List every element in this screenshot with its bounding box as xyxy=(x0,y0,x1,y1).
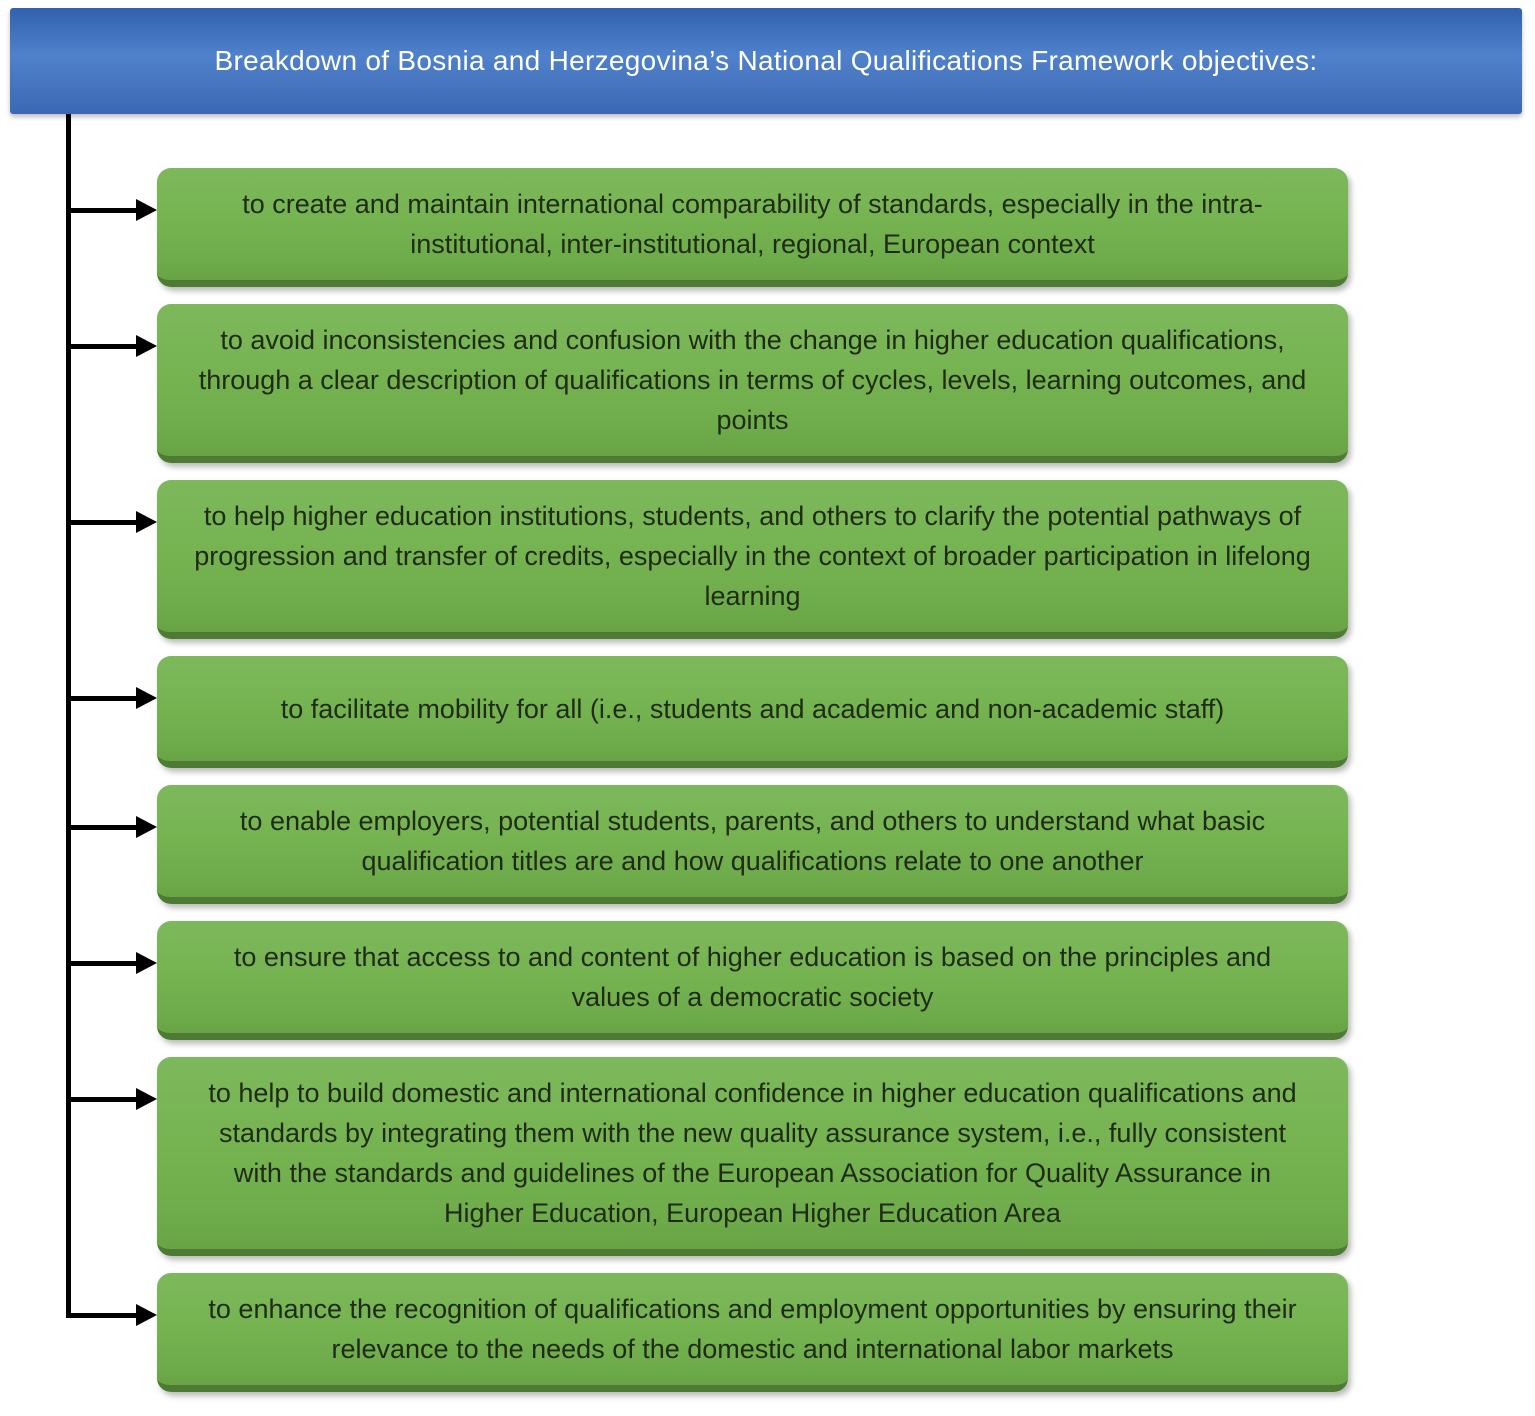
arrow-right-icon xyxy=(136,511,157,533)
objective-text: to ensure that access to and content of higher education is based on the principles and values of a democratic society xyxy=(233,942,1272,1012)
connector-branch xyxy=(66,208,137,213)
arrow-right-icon xyxy=(136,335,157,357)
objective-box xyxy=(157,785,1348,904)
connector-vertical-line xyxy=(66,114,71,1318)
objective-row xyxy=(157,656,1348,768)
objective-box xyxy=(157,921,1348,1040)
arrow-right-icon xyxy=(136,816,157,838)
objective-box xyxy=(157,480,1348,639)
connector-branch xyxy=(66,696,137,701)
arrow-right-icon xyxy=(136,952,157,974)
connector-branch xyxy=(66,1097,137,1102)
objective-text: to enable employers, potential students, parents, and others to understand what basic qualification titles are and how qualifications relate to one another xyxy=(239,806,1266,876)
objective-box xyxy=(157,1273,1348,1392)
objective-text: to help higher education institutions, students, and others to clarify the potential pathways of progression and transfer of credits, especially in the context of broader participation in lifelong learning xyxy=(194,501,1311,611)
objective-text: to create and maintain international comparability of standards, especially in the intra-institutional, inter-institutional, regional, European context xyxy=(242,189,1263,259)
arrow-right-icon xyxy=(136,687,157,709)
objective-box xyxy=(157,1057,1348,1256)
objective-box xyxy=(157,168,1348,287)
connector-branch xyxy=(66,825,137,830)
objective-row xyxy=(157,1273,1348,1392)
objective-text: to avoid inconsistencies and confusion with the change in higher education qualifications, through a clear description of qualifications in terms of cycles, levels, learning outcomes, and points xyxy=(198,325,1307,435)
connector-branch xyxy=(66,344,137,349)
objective-row xyxy=(157,921,1348,1040)
connector-branch xyxy=(66,961,137,966)
objective-row xyxy=(157,304,1348,463)
objectives-list xyxy=(157,168,1348,1392)
objective-row xyxy=(157,785,1348,904)
objective-row xyxy=(157,1057,1348,1256)
arrow-right-icon xyxy=(136,199,157,221)
connector-branch xyxy=(66,520,137,525)
arrow-right-icon xyxy=(136,1304,157,1326)
objective-text: to help to build domestic and international confidence in higher education qualifications and standards by integrating them with the new quality assurance system, i.e., fully consistent with the standards and guidelines of the European Association for Quality Assurance in Higher Education, European Higher Education Area xyxy=(208,1078,1297,1228)
objective-row xyxy=(157,480,1348,639)
objective-text: to enhance the recognition of qualifications and employment opportunities by ensuring their relevance to the needs of the domestic and international labor markets xyxy=(208,1294,1297,1364)
diagram-title: Breakdown of Bosnia and Herzegovina’s National Qualifications Framework objectives: xyxy=(10,8,1522,114)
connector-branch xyxy=(66,1313,137,1318)
objective-box xyxy=(157,656,1348,768)
arrow-right-icon xyxy=(136,1088,157,1110)
objective-box xyxy=(157,304,1348,463)
objective-text: to facilitate mobility for all (i.e., students and academic and non-academic staff) xyxy=(280,693,1225,724)
objective-row xyxy=(157,168,1348,287)
